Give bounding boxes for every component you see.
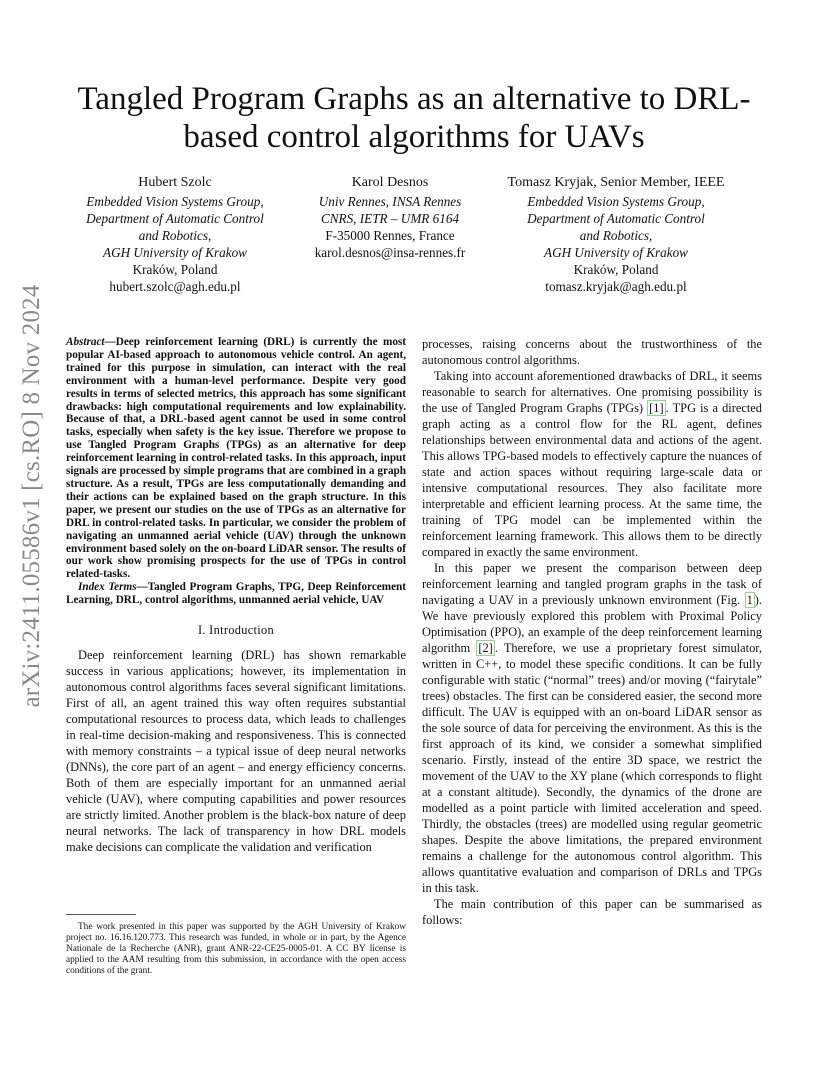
author-2 xyxy=(300,173,480,261)
author-email: hubert.szolc@agh.edu.pl xyxy=(109,279,241,294)
footnote-rule xyxy=(66,914,136,915)
author-affiliation: Department of Automatic Control xyxy=(527,211,705,226)
author-affiliation: and Robotics, xyxy=(579,228,653,243)
abstract-text: —Deep reinforcement learning (DRL) is currently the most popular AI-based approach to autonomous vehicle control. An agent, trained for this purpose in simulation, can interact with the real environment with a human-level performance. Despite very good results in terms of selected metrics, this approach has some significant drawbacks: high computational requirements and low explainability. Because of that, a DRL-based agent cannot be used in some control tasks, especially when safety is the key issue. Therefore we propose to use Tangled Program Graphs (TPGs) as an alternative for deep reinforcement learning in control-related tasks. In this approach, input signals are processed by simple programs that are combined in a graph structure. As a result, TPGs are less computationally demanding and their actions can be explained based on the graph structure. In this paper, we present our studies on the use of TPGs as an alternative for DRL in control-related tasks. In particular, we consider the problem of navigating an unmanned aerial vehicle (UAV) through the unknown environment based solely on the on-board LiDAR sensor. The results of our work show promising prospects for the use of TPGs in control related-tasks. xyxy=(66,336,406,581)
author-affiliation: and Robotics, xyxy=(138,228,212,243)
right-column xyxy=(422,336,762,928)
author-location: F-35000 Rennes, France xyxy=(325,228,455,243)
figure-link[interactable]: 1 xyxy=(746,593,753,607)
footnote: The work presented in this paper was supported by the AGH University of Krakow project no. 16.16.120.773. This research was funded, in whole or in part, by the Agence Nationale de la Recherche (ANR), grant ANR-22-CE25-0005-01. A CC BY license is applied to the AAM resulting from this submission, in accordance with the open access conditions of the grant. xyxy=(66,922,406,976)
index-terms-label: Index Terms xyxy=(78,581,137,594)
abstract-label: Abstract xyxy=(66,336,105,348)
index-terms xyxy=(66,581,406,607)
author-affiliation: Univ Rennes, INSA Rennes xyxy=(318,194,462,209)
section-heading: I. Introduction xyxy=(197,623,275,638)
paragraph: The main contribution of this paper can be summarised as follows: xyxy=(422,897,762,927)
arxiv-identifier: arXiv:2411.05586v1 [cs.RO] 8 Nov 2024 xyxy=(18,284,45,708)
author-location: Kraków, Poland xyxy=(132,262,218,277)
paragraph: Taking into account aforementioned drawbacks of DRL, it seems reasonable to search for alternatives. One promising possibility is the use of Tangled Program Graphs (TPGs) [1] . TPG is a directed graph acting as a control flow for the RL agent, defines relationships between environmental data and actions of the agent. This allows TPG-based models to effectively capture the nuances of state and action spaces without requiring large-scale data or intensive computational resources. They also facilitate more interpretable and efficient learning process. At the same time, the training of TPG model can be implemented within the reinforcement learning framework. This allows them to be directly compared in exactly the same environment. xyxy=(422,369,762,559)
author-name: Karol Desnos xyxy=(351,175,429,190)
citation-link[interactable]: [1] xyxy=(649,401,664,415)
abstract xyxy=(66,336,406,581)
index-terms-text: —Tangled Program Graphs, TPG, Deep Reinforcement Learning, DRL, control algorithms, unmanned aerial vehicle, UAV xyxy=(66,581,406,607)
author-1 xyxy=(80,173,270,295)
citation-link[interactable]: [2] xyxy=(478,641,493,655)
author-affiliation: AGH University of Krakow xyxy=(103,245,247,260)
author-name: Hubert Szolc xyxy=(138,175,212,190)
author-affiliation: AGH University of Krakow xyxy=(544,245,688,260)
author-affiliation: CNRS, IETR – UMR 6164 xyxy=(320,211,460,226)
left-column xyxy=(66,336,406,855)
author-affiliation: Embedded Vision Systems Group, xyxy=(527,194,705,209)
author-affiliation: Embedded Vision Systems Group, xyxy=(86,194,264,209)
author-location: Kraków, Poland xyxy=(573,262,659,277)
paragraph: In this paper we present the comparison between deep reinforcement learning and tangled program graphs in the task of navigating a UAV in a previously unknown environment (Fig. 1 ). We have previously explored this problem with Proximal Policy Optimisation (PPO), an example of the deep reinforcement learning algorithm [2] . Therefore, we use a proprietary forest simulator, written in C++, to model these specific conditions. It can be fully configurable with static (“normal” trees) and/or moving (“fairytale” trees) obstacles. The first can be considered easier, the second more difficult. The UAV is equipped with an on-board LiDAR sensor as the sole source of data for perceiving the environment. As this is the first approach of its kind, we consider a somewhat simplified scenario. Firstly, instead of the entire 3D space, we restrict the movement of the UAV to the XY plane (which corresponds to flight at a constant altitude). Secondly, the dynamics of the drone are modelled as a point particle with limited acceleration and speed. Thirdly, the obstacles (trees) are modelled using regular geometric shapes. Despite the above limitations, the prepared environment remains a challenge for the autonomous control algorithm. This allows quantitative evaluation and comparison of DRLs and TPGs in this task. xyxy=(422,561,762,895)
author-name: Tomasz Kryjak, Senior Member, IEEE xyxy=(507,175,725,190)
paper-title: Tangled Program Graphs as an alternative to DRL-based control algorithms for UAVs xyxy=(77,81,751,155)
author-email: tomasz.kryjak@agh.edu.pl xyxy=(545,279,687,294)
author-email: karol.desnos@insa-rennes.fr xyxy=(314,245,466,260)
author-affiliation: Department of Automatic Control xyxy=(86,211,264,226)
author-3 xyxy=(488,173,744,295)
intro-paragraph: Deep reinforcement learning (DRL) has shown remarkable success in various applications; however, its implementation in autonomous control algorithms faces several significant limitations. First of all, an agent trained this way often requires substantial computational resources to process data, which leads to challenges in real-time decision-making and responsiveness. This is connected with memory constraints – a typical issue of deep neural networks (DNNs), the core part of an agent – and energy efficiency concerns. Both of them are especially important for an unmanned aerial vehicle (UAV), where computing capabilities and power resources are strictly limited. Another problem is the black-box nature of deep neural networks. The lack of transparency in how DRL models make decisions can complicate the validation and verification xyxy=(66,647,406,854)
paragraph: processes, raising concerns about the trustworthiness of the autonomous control algorithms. xyxy=(422,337,762,367)
